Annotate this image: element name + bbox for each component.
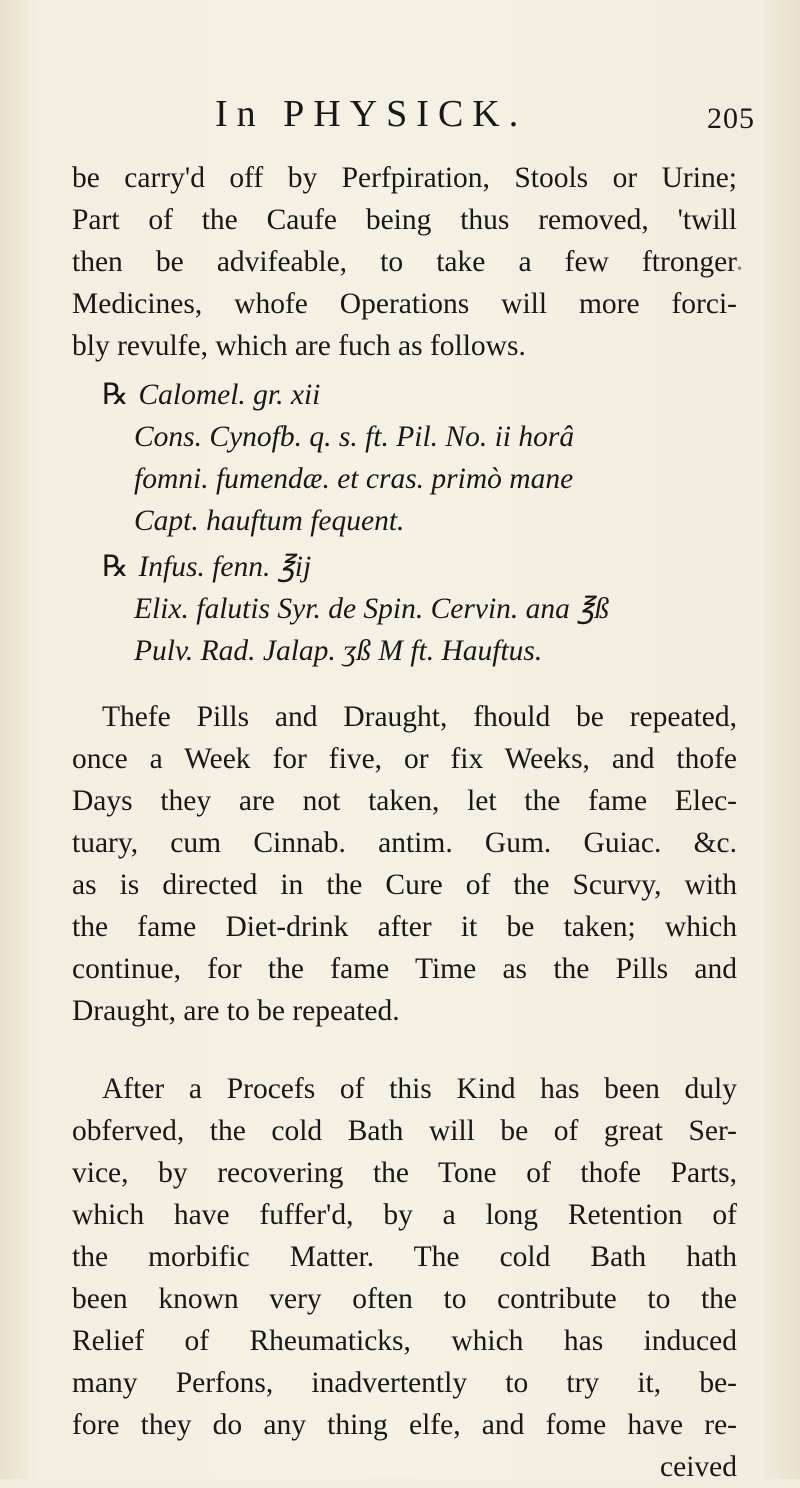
text-line: vice, by recovering the Tone of thofe Parts, — [72, 1157, 737, 1189]
recipe-line — [72, 374, 737, 416]
page-header — [215, 92, 755, 152]
recipe-text: Infus. fenn. ℥ij — [138, 551, 312, 583]
paragraph-1 — [72, 157, 737, 367]
text-line: which have fuffer'd, by a long Retention of — [72, 1199, 737, 1231]
recipe-line: Elix. falutis Syr. de Spin. Cervin. ana ℥ß — [134, 593, 610, 625]
text-line: been known very often to contribute to the — [72, 1283, 737, 1315]
text-line: many Perfons, inadvertently to try it, be- — [72, 1367, 737, 1399]
paragraph-2 — [72, 696, 737, 1032]
text-line: obferved, the cold Bath will be of great Ser- — [72, 1115, 737, 1147]
text-line: once a Week for five, or fix Weeks, and thofe — [72, 743, 737, 775]
text-line: Part of the Caufe being thus removed, 'twill — [72, 204, 737, 236]
recipe-line: Capt. hauftum fequent. — [134, 505, 405, 537]
text-line: continue, for the fame Time as the Pills and — [72, 953, 737, 985]
catchword: ceived — [660, 1451, 737, 1483]
text-line: Draught, are to be repeated. — [72, 995, 400, 1027]
text-line: bly revulfe, which are fuch as follows. — [72, 330, 526, 362]
page-number: 205 — [707, 102, 755, 135]
recipe-symbol: ℞ — [102, 379, 129, 411]
recipe-2 — [72, 546, 737, 672]
text-line: then be advifeable, to take a few ftronger — [72, 246, 737, 278]
text-line: the fame Diet-drink after it be taken; which — [72, 911, 737, 943]
text-line: fore they do any thing elfe, and fome have re- — [72, 1409, 737, 1441]
recipe-line: fomni. fumendæ. et cras. primò mane — [134, 463, 574, 495]
text-line: Medicines, whofe Operations will more forci- — [72, 288, 737, 320]
running-head: In PHYSICK. — [215, 93, 528, 135]
recipe-line: Cons. Cynofb. q. s. ft. Pil. No. ii horâ — [134, 421, 575, 453]
text-line: be carry'd off by Perfpiration, Stools or Urine; — [72, 162, 737, 194]
text-line: Relief of Rheumaticks, which has induced — [72, 1325, 737, 1357]
ink-speck: • — [737, 262, 742, 277]
text-line: Days they are not taken, let the fame Elec- — [72, 785, 737, 817]
text-line: tuary, cum Cinnab. antim. Gum. Guiac. &c. — [72, 827, 737, 859]
recipe-line — [72, 546, 737, 588]
recipe-1 — [72, 374, 737, 542]
recipe-line: Pulv. Rad. Jalap. ʒß M ft. Hauftus. — [134, 635, 543, 667]
text-line: the morbific Matter. The cold Bath hath — [72, 1241, 737, 1273]
text-line: as is directed in the Cure of the Scurvy, with — [72, 869, 737, 901]
text-line: Thefe Pills and Draught, fhould be repeated, — [102, 701, 737, 733]
paragraph-3 — [72, 1068, 737, 1488]
text-line: After a Procefs of this Kind has been duly — [102, 1073, 737, 1105]
recipe-text: Calomel. gr. xii — [138, 379, 321, 411]
recipe-symbol: ℞ — [102, 551, 129, 583]
